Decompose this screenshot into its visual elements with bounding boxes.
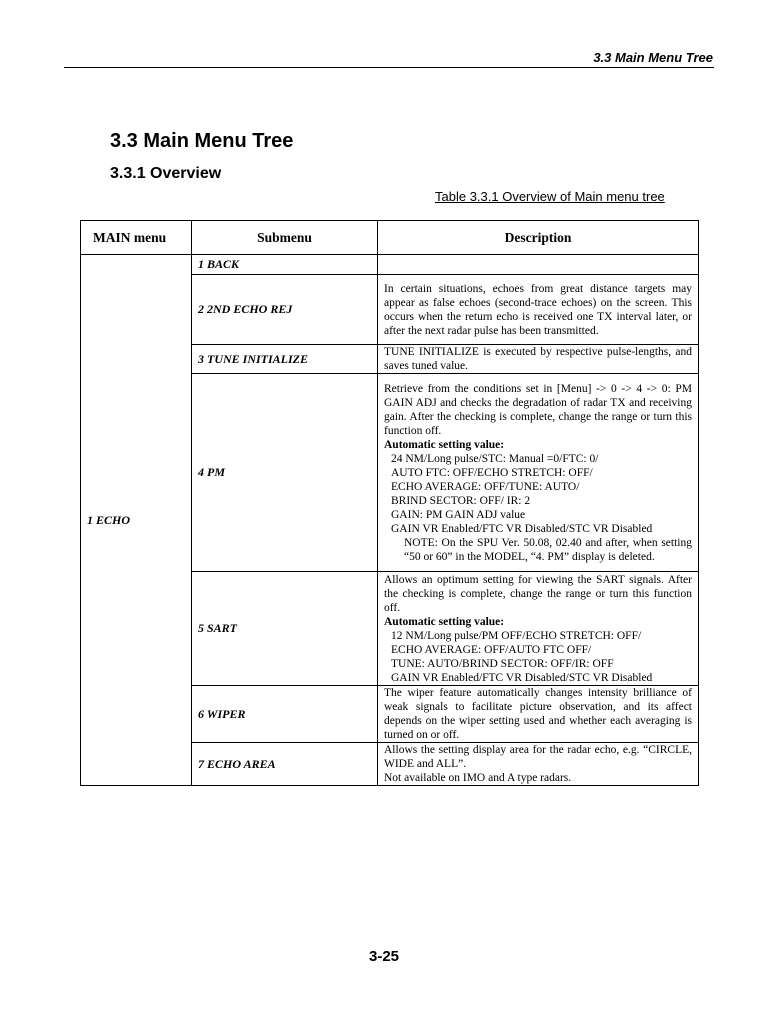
- setting-line: 12 NM/Long pulse/PM OFF/ECHO STRETCH: OFF/: [391, 629, 642, 642]
- auto-setting-heading: Automatic setting value:: [384, 438, 505, 451]
- header-rule: [64, 67, 714, 68]
- description-cell: [378, 572, 699, 686]
- description-cell: [378, 374, 699, 572]
- submenu-cell: 5 SART: [192, 572, 378, 686]
- submenu-cell: 7 ECHO AREA: [192, 743, 378, 786]
- auto-setting-heading: Automatic setting value:: [384, 615, 505, 628]
- description-cell: [378, 275, 699, 345]
- description-text: The wiper feature automatically changes intensity brilliance of weak signals to facilitate picture observation, and its affect depends on the wiper setting used and whether each averaging is turned on or off.: [384, 687, 692, 741]
- main-menu-cell: 1 ECHO: [81, 255, 192, 786]
- submenu-cell: 3 TUNE INITIALIZE: [192, 345, 378, 374]
- setting-line: AUTO FTC: OFF/ECHO STRETCH: OFF/: [391, 466, 593, 479]
- description-cell: [378, 345, 699, 374]
- setting-line: GAIN VR Enabled/FTC VR Disabled/STC VR Disabled: [391, 522, 653, 535]
- description-cell: [378, 743, 699, 786]
- column-header-description: Description: [378, 221, 699, 255]
- description-cell: [378, 255, 699, 275]
- setting-line: GAIN VR Enabled/FTC VR Disabled/STC VR Disabled: [391, 671, 653, 684]
- setting-line: 24 NM/Long pulse/STC: Manual =0/FTC: 0/: [391, 452, 599, 465]
- description-cell: [378, 686, 699, 743]
- description-text: In certain situations, echoes from great distance targets may appear as false echoes (second-trace echoes) on the screen. This occurs when the return echo is received one TX interval later, or after the next radar pulse has been transmitted.: [384, 282, 692, 337]
- section-title: 3.3 Main Menu Tree: [110, 130, 294, 152]
- setting-line: TUNE: AUTO/BRIND SECTOR: OFF/IR: OFF: [391, 657, 614, 670]
- column-header-main-menu: MAIN menu: [81, 221, 192, 255]
- description-text: Allows the setting display area for the radar echo, e.g. “CIRCLE, WIDE and ALL”.: [384, 744, 692, 770]
- table-header-row: [81, 221, 699, 255]
- running-header: 3.3 Main Menu Tree: [593, 50, 713, 65]
- submenu-cell: 4 PM: [192, 374, 378, 572]
- description-text: Retrieve from the conditions set in [Menu] -> 0 -> 4 -> 0: PM GAIN ADJ and checks the degradation of radar TX and receiving gain. After the checking is complete, change the range or turn this function off.: [384, 382, 692, 437]
- main-menu-tree-table: [80, 220, 699, 786]
- section-subtitle: 3.3.1 Overview: [110, 165, 222, 182]
- setting-line: GAIN: PM GAIN ADJ value: [391, 508, 526, 521]
- submenu-cell: 1 BACK: [192, 255, 378, 275]
- table-row: [81, 255, 699, 275]
- description-text: TUNE INITIALIZE is executed by respective pulse-lengths, and saves tuned value.: [384, 346, 692, 372]
- table-caption: Table 3.3.1 Overview of Main menu tree: [435, 189, 665, 204]
- setting-line: ECHO AVERAGE: OFF/TUNE: AUTO/: [391, 480, 580, 493]
- description-text: Not available on IMO and A type radars.: [384, 772, 572, 784]
- submenu-cell: 2 2ND ECHO REJ: [192, 275, 378, 345]
- setting-line: ECHO AVERAGE: OFF/AUTO FTC OFF/: [391, 643, 592, 656]
- column-header-submenu: Submenu: [192, 221, 378, 255]
- setting-line: BRIND SECTOR: OFF/ IR: 2: [391, 494, 531, 507]
- note-text: NOTE: On the SPU Ver. 50.08, 02.40 and after, when setting “50 or 60” in the MODEL, “4. PM” display is deleted.: [404, 536, 692, 563]
- page-number: 3-25: [368, 948, 400, 965]
- submenu-cell: 6 WIPER: [192, 686, 378, 743]
- description-text: Allows an optimum setting for viewing the SART signals. After the checking is complete, change the range or turn this function off.: [384, 573, 692, 614]
